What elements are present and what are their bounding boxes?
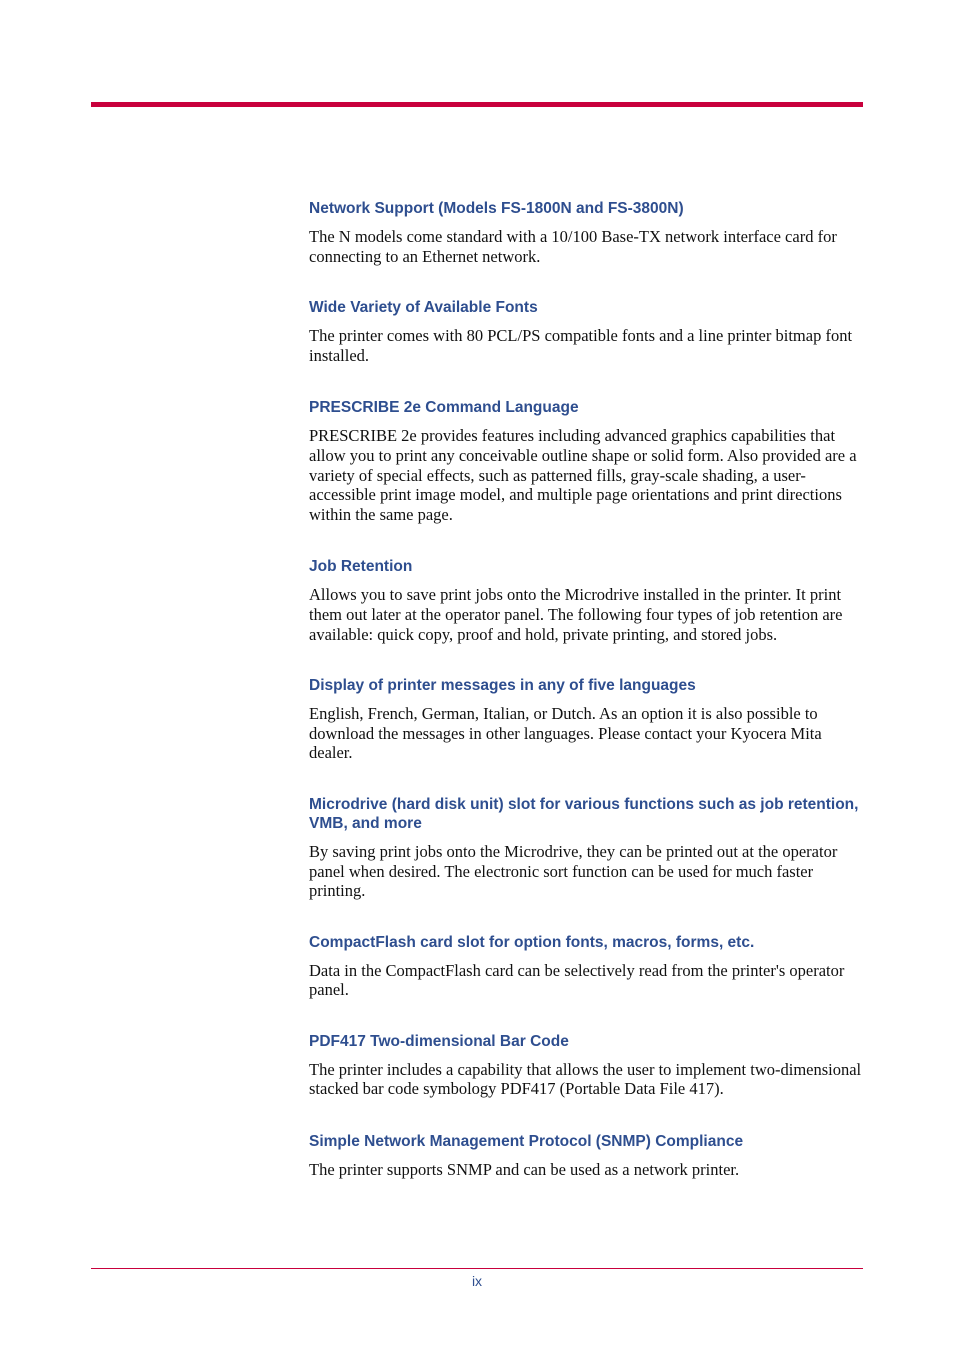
section-body: By saving print jobs onto the Microdrive, they can be printed out at the operator panel when desired. The electronic sort function can be used for much faster printing. [309,841,838,901]
section-body: PRESCRIBE 2e provides features including advanced graphics capabilities that allow you to print any conceivable outline shape or solid form. Also provided are a variety of special effects, such as patterned fills, gray-scale shading, a user-accessible print image model, and multiple page orientations and print directions within the same page. [309,426,857,524]
section-job-retention [309,557,865,644]
section-body: Data in the CompactFlash card can be selectively read from the printer's operator panel. [309,960,845,1000]
page-number: ix [471,1273,483,1289]
section-body: The printer includes a capability that allows the user to implement two-dimensional stacked bar code symbology PDF417 (Portable Data File 417). [309,1059,862,1099]
section-body: English, French, German, Italian, or Dutch. As an option it is also possible to download the messages in other languages. Please contact your Kyocera Mita dealer. [309,704,822,763]
section-body: The printer supports SNMP and can be used as a network printer. [309,1160,740,1180]
footer-rule [91,1268,863,1269]
section-body: The printer comes with 80 PCL/PS compatible fonts and a line printer bitmap font installed. [309,326,853,365]
document-content [309,199,865,1180]
section-fonts [309,298,865,365]
section-body: Allows you to save print jobs onto the Microdrive installed in the printer. It print them out later at the operator panel. The following four types of job retention are available: quick copy, proof and hold, private printing, and stored jobs. [309,585,843,644]
section-snmp [309,1132,865,1180]
section-prescribe [309,398,865,524]
section-compactflash [309,933,865,1000]
section-heading: CompactFlash card slot for option fonts, macros, forms, etc. [309,933,755,951]
section-heading: Job Retention [309,558,413,576]
section-pdf417 [309,1032,865,1099]
section-heading: Display of printer messages in any of five languages [309,677,696,695]
section-heading: Wide Variety of Available Fonts [309,299,538,317]
section-body: The N models come standard with a 10/100 Base-TX network interface card for connecting to an Ethernet network. [309,227,837,266]
section-microdrive [309,795,865,901]
top-rule [91,102,863,107]
section-heading: PDF417 Two-dimensional Bar Code [309,1032,569,1050]
section-network-support [309,199,865,266]
section-languages [309,676,865,763]
section-heading: Network Support (Models FS-1800N and FS-3800N) [309,200,684,217]
section-heading: Simple Network Management Protocol (SNMP) Compliance [309,1133,744,1151]
section-heading: PRESCRIBE 2e Command Language [309,399,579,417]
section-heading: Microdrive (hard disk unit) slot for various functions such as job retention, VMB, and more [309,795,859,832]
